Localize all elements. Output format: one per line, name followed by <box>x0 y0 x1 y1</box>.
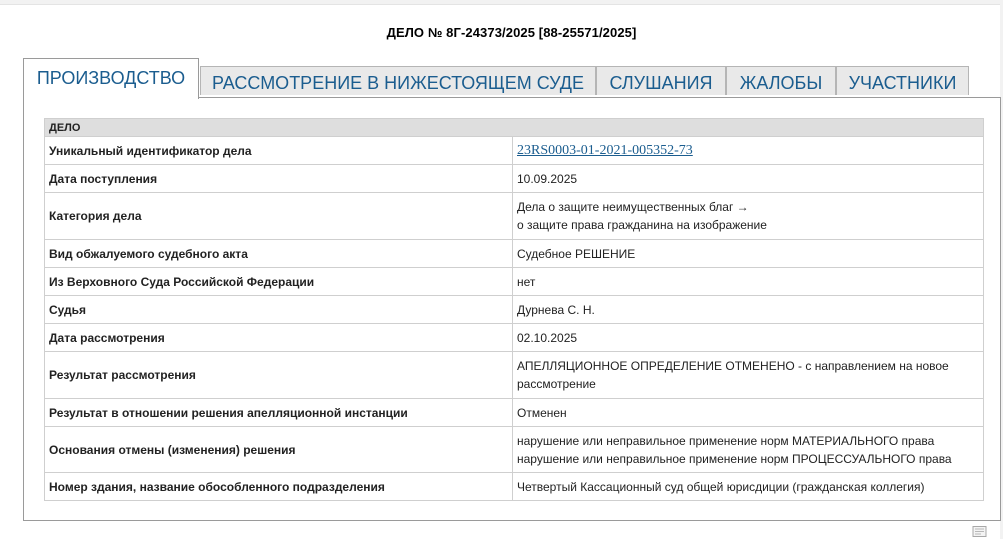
row-label: Категория дела <box>45 193 513 240</box>
tab-proceedings[interactable]: ПРОИЗВОДСТВО <box>23 58 199 99</box>
table-row <box>45 399 984 427</box>
row-label: Из Верховного Суда Российской Федерации <box>45 268 513 296</box>
table-row <box>45 473 984 501</box>
tab-complaints[interactable]: ЖАЛОБЫ <box>726 66 836 95</box>
row-label: Номер здания, название обособленного подразделения <box>45 473 513 501</box>
row-value: 02.10.2025 <box>513 324 984 352</box>
row-label: Основания отмены (изменения) решения <box>45 427 513 473</box>
row-value: нет <box>513 268 984 296</box>
row-value: Дурнева С. Н. <box>513 296 984 324</box>
row-label: Судья <box>45 296 513 324</box>
row-label: Дата поступления <box>45 165 513 193</box>
row-label: Результат в отношении решения апелляционной инстанции <box>45 399 513 427</box>
case-title: ДЕЛО № 8Г-24373/2025 [88-25571/2025] <box>386 25 637 40</box>
top-divider <box>0 0 1003 5</box>
case-panel <box>23 97 1001 521</box>
table-row <box>45 193 984 240</box>
row-value: Отменен <box>513 399 984 427</box>
row-label: Вид обжалуемого судебного акта <box>45 240 513 268</box>
value-line: нарушение или неправильное применение норм ПРОЦЕССУАЛЬНОГО права <box>517 451 952 466</box>
section-header-row <box>45 119 984 137</box>
value-line: рассмотрение <box>517 377 596 391</box>
table-row <box>45 137 984 165</box>
row-label: Результат рассмотрения <box>45 352 513 399</box>
table-row <box>45 165 984 193</box>
value-line: о защите права гражданина на изображение <box>517 218 767 232</box>
row-value: Четвертый Кассационный суд общей юрисдиции (гражданская коллегия) <box>513 473 984 501</box>
row-value <box>513 193 984 240</box>
table-row <box>45 324 984 352</box>
tab-lower-court[interactable]: РАССМОТРЕНИЕ В НИЖЕСТОЯЩЕМ СУДЕ <box>200 66 596 95</box>
row-label: Уникальный идентификатор дела <box>45 137 513 165</box>
table-row <box>45 240 984 268</box>
row-value <box>513 427 984 473</box>
row-value <box>513 352 984 399</box>
table-row <box>45 268 984 296</box>
print-icon[interactable] <box>970 526 990 538</box>
section-header: ДЕЛО <box>45 119 984 137</box>
tab-hearings[interactable]: СЛУШАНИЯ <box>596 66 726 95</box>
tab-participants[interactable]: УЧАСТНИКИ <box>836 66 969 95</box>
value-line: нарушение или неправильное применение норм МАТЕРИАЛЬНОГО права <box>517 433 935 448</box>
value-line: Дела о защите неимущественных благ → <box>517 200 749 214</box>
table-row <box>45 427 984 473</box>
table-row <box>45 352 984 399</box>
row-label: Дата рассмотрения <box>45 324 513 352</box>
row-value: Судебное РЕШЕНИЕ <box>513 240 984 268</box>
active-tab-joint <box>24 96 198 99</box>
value-line: АПЕЛЛЯЦИОННОЕ ОПРЕДЕЛЕНИЕ ОТМЕНЕНО - с направлением на новое <box>517 359 949 373</box>
row-value <box>513 137 984 165</box>
case-id-link[interactable]: 23RS0003-01-2021-005352-73 <box>517 143 693 158</box>
table-row <box>45 296 984 324</box>
row-value: 10.09.2025 <box>513 165 984 193</box>
case-info-table <box>44 118 984 501</box>
